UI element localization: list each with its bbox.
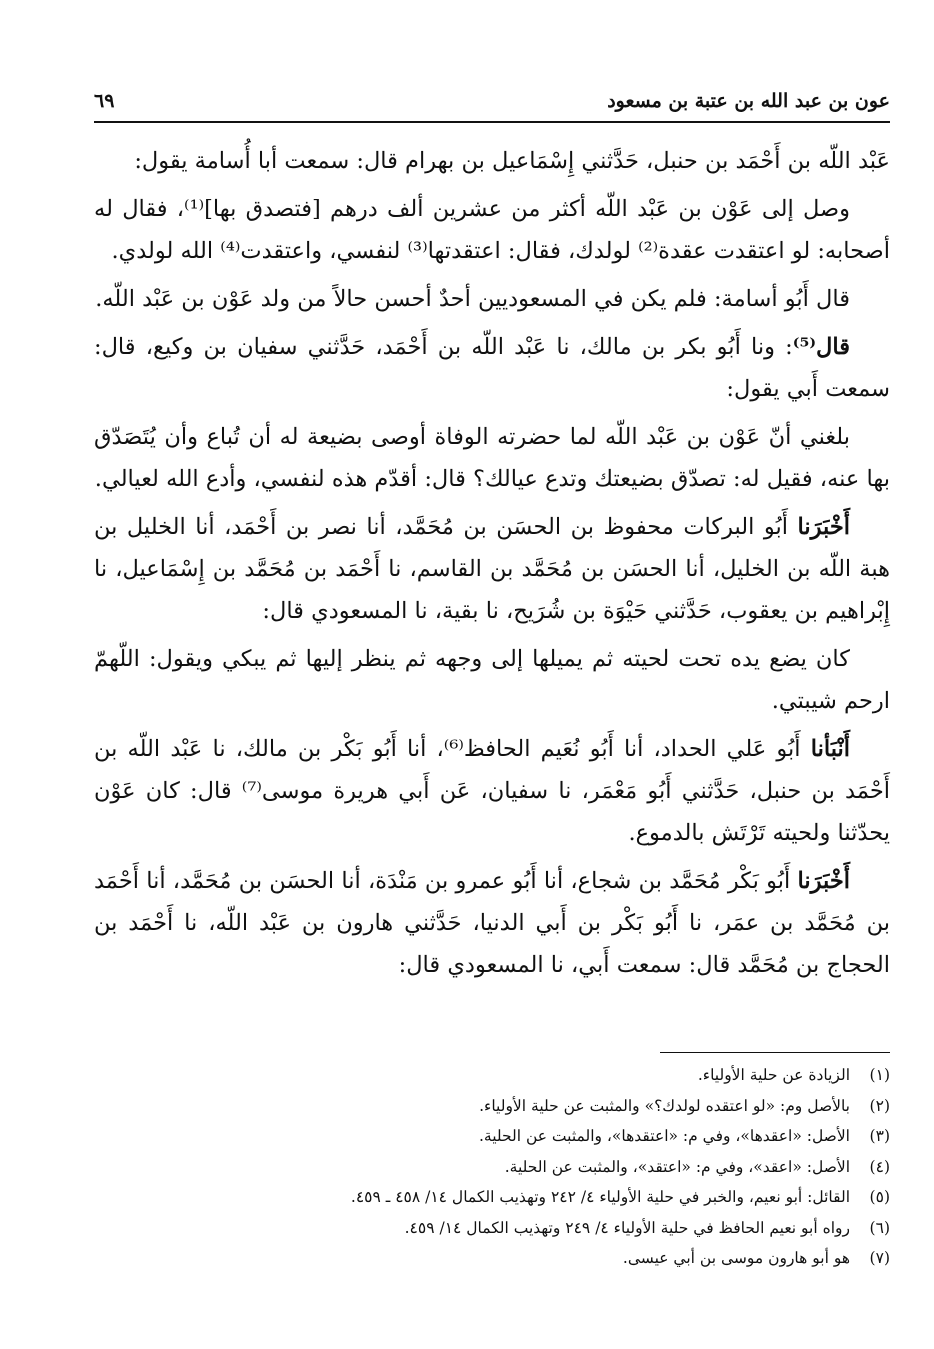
paragraph-text: كان يضع يده تحت لحيته ثم يميلها إلى وجهه ثم ينظر إليها ثم يبكي ويقول: اللّهمّ ارحم شيبتي.: [94, 646, 890, 714]
page-number: ٦٩: [94, 90, 115, 112]
footnote-text: الأصل: «اعقدها»، وفي م: «اعتقدها»، والمثبت عن الحلية.: [478, 1127, 850, 1145]
paragraph-text: أَبُو بَكْر مُحَمَّد بن شجاع، أنا أَبُو عمرو بن مَنْدَة، أنا الحسَن بن مُحَمَّد، أنا أَحْمَد بن مُحَمَّد بن عمَر، نا أَبُو بَكْر بن أَبي الدنيا، حَدَّثني هارون بن عَبْد اللّه، نا أَحْمَد بن الحجاج بن مُحَمَّد قال: سمعت أَبي، نا المسعودي قال:: [94, 868, 890, 978]
paragraph-text: بلغني أنّ عَوْن بن عَبْد اللّه لما حضرته الوفاة أوصى بضيعة له أن تُباع وأن يُتَصَدّق بها عنه، فقيل له: تصدّق بضيعتك وتدع عيالك؟ قال: أقدّم هذه لنفسي، وأدع الله لعيالي.: [94, 424, 890, 492]
footnote-number: (٢): [869, 1096, 890, 1115]
footnote-text: هو أبو هارون موسى بن أبي عيسى.: [622, 1249, 850, 1267]
footnote-number: (٤): [869, 1157, 890, 1176]
paragraph: [94, 728, 890, 854]
paragraph: [94, 140, 890, 182]
footnote: [94, 1243, 890, 1274]
footnote-number: (٧): [869, 1249, 890, 1267]
paragraph-lead: قال⁽⁵⁾: [792, 334, 850, 360]
footnotes: [94, 1060, 890, 1274]
main-text: [94, 140, 890, 992]
paragraph-text: : ونا أَبُو بكر بن مالك، نا عَبْد اللّه بن أَحْمَد، حَدَّثني سفيان بن وكيع، قال: سمعت أَبي يقول:: [94, 334, 890, 402]
paragraph-text: أَبُو عَلي الحداد، أنا أَبُو نُعَيم الحافظ⁽⁶⁾، أنا أَبُو بَكْر بن مالك، نا عَبْد اللّه بن أَحْمَد بن حنبل، حَدَّثني أَبُو مَعْمَر، نا سفيان، عَن أَبي هريرة موسى⁽⁷⁾ قال: كان عَوْن يحدّثنا ولحيته تَرْتَش بالدموع.: [94, 736, 890, 846]
paragraph-text: عَبْد اللّه بن أَحْمَد بن حنبل، حَدَّثني إِسْمَاعيل بن بهرام قال: سمعت أبا أُسامة يقول:: [134, 148, 890, 174]
footnote-number: (١): [869, 1066, 890, 1084]
footnote-number: (٣): [869, 1127, 890, 1145]
paragraph: [94, 638, 890, 722]
footnote: [94, 1213, 890, 1244]
paragraph-lead: أَخْبَرَنا: [797, 868, 850, 894]
footnote: [94, 1182, 890, 1213]
paragraph-text: وصل إلى عَوْن بن عَبْد اللّه أكثر من عشرين ألف درهم [فتصدق بها]⁽¹⁾، فقال له أصحابه: لو اعتقدت عقدة⁽²⁾ لولدك، فقال: اعتقدتها⁽³⁾ لنفسي، واعتقدت⁽⁴⁾ الله لولدي.: [94, 196, 890, 264]
paragraph: [94, 416, 890, 500]
running-title: عون بن عبد الله بن عتبة بن مسعود: [607, 90, 890, 112]
footnote-text: رواه أبو نعيم الحافظ في حلية الأولياء ٤/ ٢٤٩ وتهذيب الكمال ١٤/ ٤٥٩.: [404, 1218, 850, 1237]
paragraph: [94, 860, 890, 986]
footnote: [94, 1152, 890, 1183]
footnote-text: بالأصل وم: «لو اعتقده لولدك؟» والمثبت عن حلية الأولياء.: [479, 1096, 850, 1115]
header-rule: [94, 121, 890, 123]
footnote: [94, 1121, 890, 1152]
paragraph-text: قال أَبُو أسامة: فلم يكن في المسعوديين أحدٌ أحسن حالاً من ولد عَوْن بن عَبْد اللّه.: [95, 286, 850, 312]
footnote-text: القائل: أبو نعيم، والخبر في حلية الأولياء ٤/ ٢٤٢ وتهذيب الكمال ١٤/ ٤٥٨ ـ ٤٥٩.: [350, 1188, 850, 1206]
footnote-number: (٦): [869, 1218, 890, 1237]
paragraph: [94, 278, 890, 320]
footnote: [94, 1060, 890, 1091]
paragraph-lead: أَخْبَرَنا: [797, 514, 850, 540]
paragraph-text: أَبُو البركات محفوظ بن الحسَن بن مُحَمَّد، أنا نصر بن أَحْمَد، أنا الخليل بن هبة اللّه بن الخليل، أنا الحسَن بن مُحَمَّد بن القاسم، نا أَحْمَد بن مُحَمَّد بن إِسْمَاعيل، نا إِبْراهيم بن يعقوب، حَدَّثني حَيْوَة بن شُرَيح، نا بقية، نا المسعودي قال:: [94, 514, 890, 624]
page-header: [94, 82, 890, 120]
paragraph: [94, 506, 890, 632]
footnote-text: الزيادة عن حلية الأولياء.: [697, 1066, 850, 1084]
paragraph: [94, 326, 890, 410]
footnote-rule: [660, 1052, 890, 1053]
paragraph-lead: أَنْبَأنا: [810, 736, 850, 762]
footnote: [94, 1091, 890, 1122]
paragraph: [94, 188, 890, 272]
footnote-number: (٥): [869, 1188, 890, 1206]
footnote-text: الأصل: «اعقد»، وفي م: «اعتقد»، والمثبت عن الحلية.: [504, 1157, 850, 1176]
